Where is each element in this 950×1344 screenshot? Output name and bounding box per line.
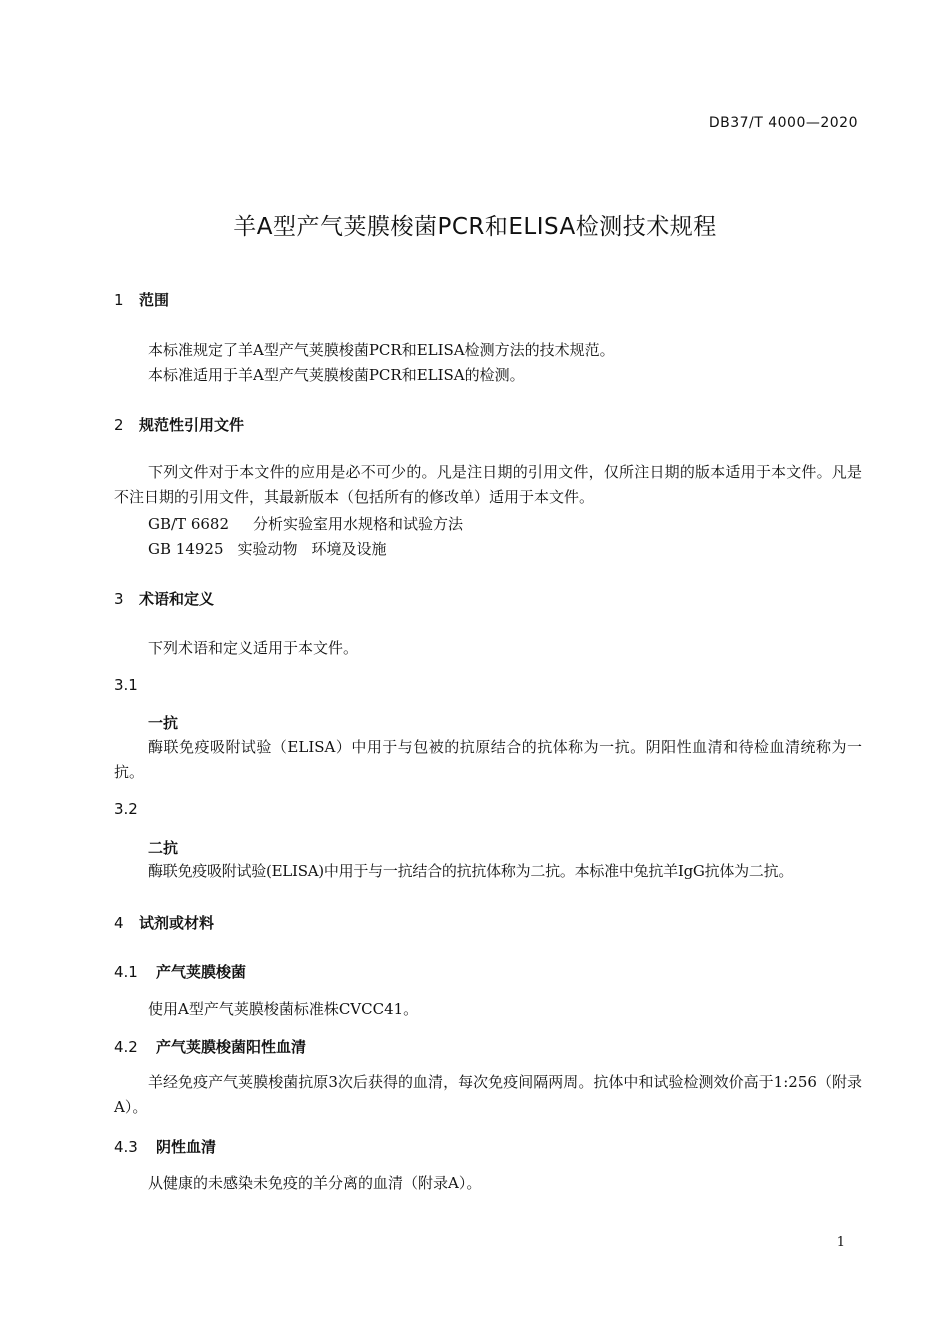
- document-title: 羊A型产气荚膜梭菌PCR和ELISA检测技术规程: [233, 214, 717, 240]
- section-heading-scope: [114, 289, 169, 310]
- reference-code: GB/T 6682: [148, 515, 230, 533]
- term-definition: 酶联免疫吸附试验（ELISA）中用于与包被的抗原结合的抗体称为一抗。阴阳性血清和待检血清统称为一抗。: [114, 738, 862, 781]
- section-title: 规范性引用文件: [139, 416, 245, 434]
- section-heading-reagents: [114, 912, 214, 933]
- reference-title: 分析实验室用水规格和试验方法: [253, 515, 464, 533]
- reference-code: GB 14925: [148, 540, 224, 558]
- reference-item: [148, 513, 463, 534]
- subsection-text: 羊经免疫产气荚膜梭菌抗原3次后获得的血清，每次免疫间隔两周。抗体中和试验检测效价高于1:256（附录A）。: [114, 1073, 862, 1116]
- clause-number: 3.1: [114, 676, 138, 694]
- normative-references-paragraph: 下列文件对于本文件的应用是必不可少的。凡是注日期的引用文件，仅所注日期的版本适用于本文件。凡是不注日期的引用文件，其最新版本（包括所有的修改单）适用于本文件。: [114, 463, 862, 506]
- section-number: 1: [114, 291, 124, 309]
- subsection-number: 4.1: [114, 963, 138, 981]
- section-title: 范围: [139, 291, 170, 309]
- term-name: 二抗: [148, 839, 179, 857]
- standard-code: DB37/T 4000—2020: [708, 115, 858, 131]
- section-number: 2: [114, 416, 124, 434]
- scope-line-2: 本标准适用于羊A型产气荚膜梭菌PCR和ELISA的检测。: [148, 366, 525, 384]
- section-heading-terms: [114, 588, 214, 609]
- section-title: 术语和定义: [139, 590, 215, 608]
- term-definition: 酶联免疫吸附试验(ELISA)中用于与一抗结合的抗抗体称为二抗。本标准中兔抗羊IgG抗体为二抗。: [148, 862, 794, 880]
- scope-line-1: 本标准规定了羊A型产气荚膜梭菌PCR和ELISA检测方法的技术规范。: [148, 341, 615, 359]
- subsection-number: 4.2: [114, 1038, 138, 1056]
- subsection-text: 使用A型产气荚膜梭菌标准株CVCC41。: [148, 1000, 419, 1018]
- subsection-heading: [114, 1036, 306, 1057]
- section-number: 3: [114, 590, 124, 608]
- terms-intro: 下列术语和定义适用于本文件。: [148, 639, 359, 657]
- section-number: 4: [114, 914, 124, 932]
- reference-title: 实验动物: [237, 540, 298, 558]
- section-title: 试剂或材料: [139, 914, 215, 932]
- subsection-title: 产气荚膜梭菌阳性血清: [156, 1038, 307, 1056]
- page-number: 1: [836, 1235, 845, 1250]
- subsection-title: 阴性血清: [156, 1138, 217, 1156]
- subsection-heading: [114, 961, 246, 982]
- subsection-title: 产气荚膜梭菌: [156, 963, 247, 981]
- term-name: 一抗: [148, 714, 179, 732]
- subsection-number: 4.3: [114, 1138, 138, 1156]
- section-heading-normative-references: [114, 414, 244, 435]
- clause-number: 3.2: [114, 800, 138, 818]
- reference-title-part: 环境及设施: [311, 540, 387, 558]
- subsection-text: 从健康的未感染未免疫的羊分离的血清（附录A）。: [148, 1174, 482, 1192]
- reference-item: [148, 538, 387, 559]
- subsection-heading: [114, 1136, 216, 1157]
